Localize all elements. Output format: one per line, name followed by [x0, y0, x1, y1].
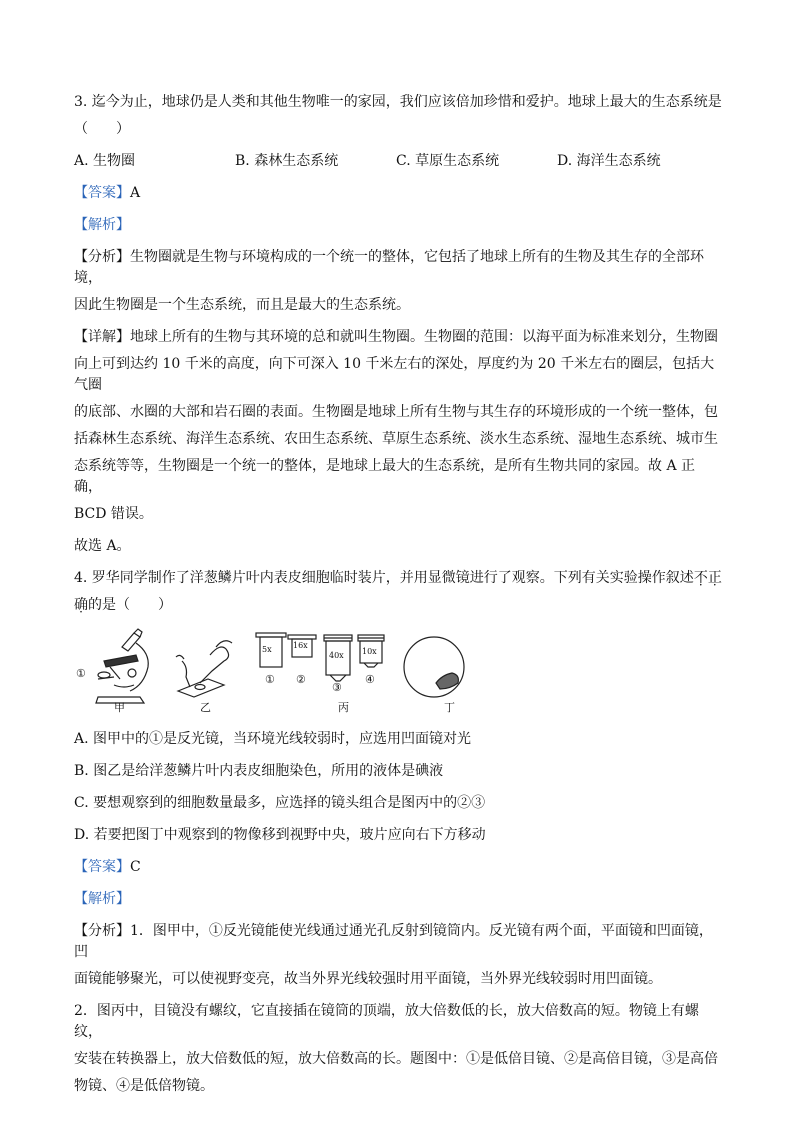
caption-bing: 丙 — [338, 701, 349, 714]
caption-jia: 甲 — [114, 701, 125, 714]
q3-fenxi-tag: 【分析】 — [74, 249, 130, 265]
q3-detail-tag: 【详解】 — [74, 329, 130, 345]
q4-option-d: D. 若要把图丁中观察到的物像移到视野中央，玻片应向右下方移动 — [74, 827, 486, 843]
q4-figure-drawing — [74, 627, 494, 719]
q4-answer-value: C — [130, 859, 141, 875]
q3-stem-line2: （ ） — [74, 121, 130, 137]
q4-emphasis-bu: 不 — [693, 570, 708, 586]
q4-option-b: B. 图乙是给洋葱鳞片叶内表皮细胞染色，所用的液体是碘液 — [74, 763, 444, 779]
q4-analysis-tag: 【解析】 — [74, 891, 130, 907]
q3-detail-line1 — [74, 327, 722, 348]
q3-analysis-heading — [74, 215, 722, 236]
q3-analysis-tag: 【解析】 — [74, 217, 130, 233]
q4-emphasis-zheng: 正 — [707, 570, 722, 586]
lens3-label: 40x — [329, 651, 344, 660]
q3-option-b: B. 森林生态系统 — [235, 153, 339, 169]
q4-stem-text2: 的是（ ） — [88, 597, 172, 613]
q4-option-c: C. 要想观察到的细胞数量最多，应选择的镜头组合是图丙中的②③ — [74, 795, 486, 811]
q3-options — [74, 151, 722, 172]
q3-option-a: A. 生物圈 — [74, 153, 136, 169]
q4-answer — [74, 857, 722, 878]
q4-point2-line1: 2．图丙中，目镜没有螺纹，它直接插在镜筒的顶端，放大倍数低的长，放大倍数高的短。物镜上有螺纹， — [74, 1003, 699, 1040]
lens3-num: ③ — [332, 681, 342, 694]
q3-detail-line3: 的底部、水圈的大部和岩石圈的表面。生物圈是地球上所有生物与其生存的环境形成的一个统一整体，包 — [74, 404, 718, 420]
q3-stem-line1: 3. 迄今为止，地球仍是人类和其他生物唯一的家园，我们应该倍加珍惜和爱护。地球上最大的生态系统是 — [74, 94, 722, 110]
q3-answer-tag: 【答案】 — [74, 185, 130, 201]
q3-option-c: C. 草原生态系统 — [396, 153, 500, 169]
microscope-icon — [96, 629, 148, 703]
lens1-num: ① — [265, 673, 275, 686]
label-circle1: ① — [76, 667, 86, 680]
lens1-label: 5x — [262, 645, 272, 654]
q4-fenxi-text1: 1．图甲中，①反光镜能使光线通过通光孔反射到镜筒内。反光镜有两个面，平面镜和凹面镜，凹 — [74, 923, 713, 960]
lens4-label: 10x — [362, 647, 377, 656]
q4-emphasis-que: 确 — [74, 597, 88, 613]
q4-answer-tag: 【答案】 — [74, 859, 130, 875]
q3-option-d: D. 海洋生态系统 — [557, 153, 661, 169]
q4-stem-line1 — [74, 568, 722, 589]
q4-stem-line2 — [74, 595, 722, 616]
q3-fenxi-line2: 因此生物圈是一个生态系统，而且是最大的生态系统。 — [74, 297, 410, 313]
q4-fenxi-tag: 【分析】 — [74, 923, 130, 939]
q4-point2-line2: 安装在转换器上，放大倍数低的短，放大倍数高的长。题图中：①是低倍目镜、②是高倍目镜，③是高倍 — [74, 1051, 718, 1067]
document-page — [74, 92, 722, 1108]
q3-answer — [74, 183, 722, 204]
q4-point2-line3: 物镜、④是低倍物镜。 — [74, 1078, 214, 1094]
staining-hands-icon — [176, 641, 232, 697]
caption-ding: 丁 — [444, 701, 455, 714]
q3-fenxi-line1 — [74, 247, 722, 289]
q4-figure — [74, 627, 722, 719]
q3-conclusion: 故选 A。 — [74, 538, 131, 554]
q3-detail-line2: 向上可到达约 10 千米的高度，向下可深入 10 千米左右的深处，厚度约为 20 千米左右的圈层，包括大气圈 — [74, 356, 715, 393]
lens2-num: ② — [296, 673, 306, 686]
q3-answer-value: A — [130, 185, 141, 201]
q3-detail-line4: 括森林生态系统、海洋生态系统、农田生态系统、草原生态系统、淡水生态系统、湿地生态系统、城市生 — [74, 431, 718, 447]
q4-fenxi-line2: 面镜能够聚光，可以使视野变亮，故当外界光线较强时用平面镜，当外界光线较弱时用凹面镜。 — [74, 971, 662, 987]
q3-detail-line5: 态系统等等，生物圈是一个统一的整体，是地球上最大的生态系统，是所有生物共同的家园。故 A 正确， — [74, 458, 696, 495]
q3-fenxi-text1: 生物圈就是生物与环境构成的一个统一的整体，它包括了地球上所有的生物及其生存的全部环境， — [74, 249, 704, 286]
field-of-view-icon — [404, 637, 464, 697]
q4-fenxi-line1 — [74, 921, 722, 963]
lens4-num: ④ — [365, 673, 375, 686]
q4-stem-text1: 4. 罗华同学制作了洋葱鳞片叶内表皮细胞临时装片，并用显微镜进行了观察。下列有关实验操作叙述 — [74, 570, 694, 586]
q4-option-a: A. 图甲中的①是反光镜，当环境光线较弱时，应选用凹面镜对光 — [74, 731, 472, 747]
q3-detail-line6: BCD 错误。 — [74, 506, 153, 522]
lens2-label: 16x — [293, 641, 308, 650]
caption-yi: 乙 — [200, 701, 211, 714]
q4-analysis-heading — [74, 889, 722, 910]
q3-detail-text1: 地球上所有的生物与其环境的总和就叫生物圈。生物圈的范围：以海平面为标准来划分，生物圈 — [130, 329, 718, 345]
